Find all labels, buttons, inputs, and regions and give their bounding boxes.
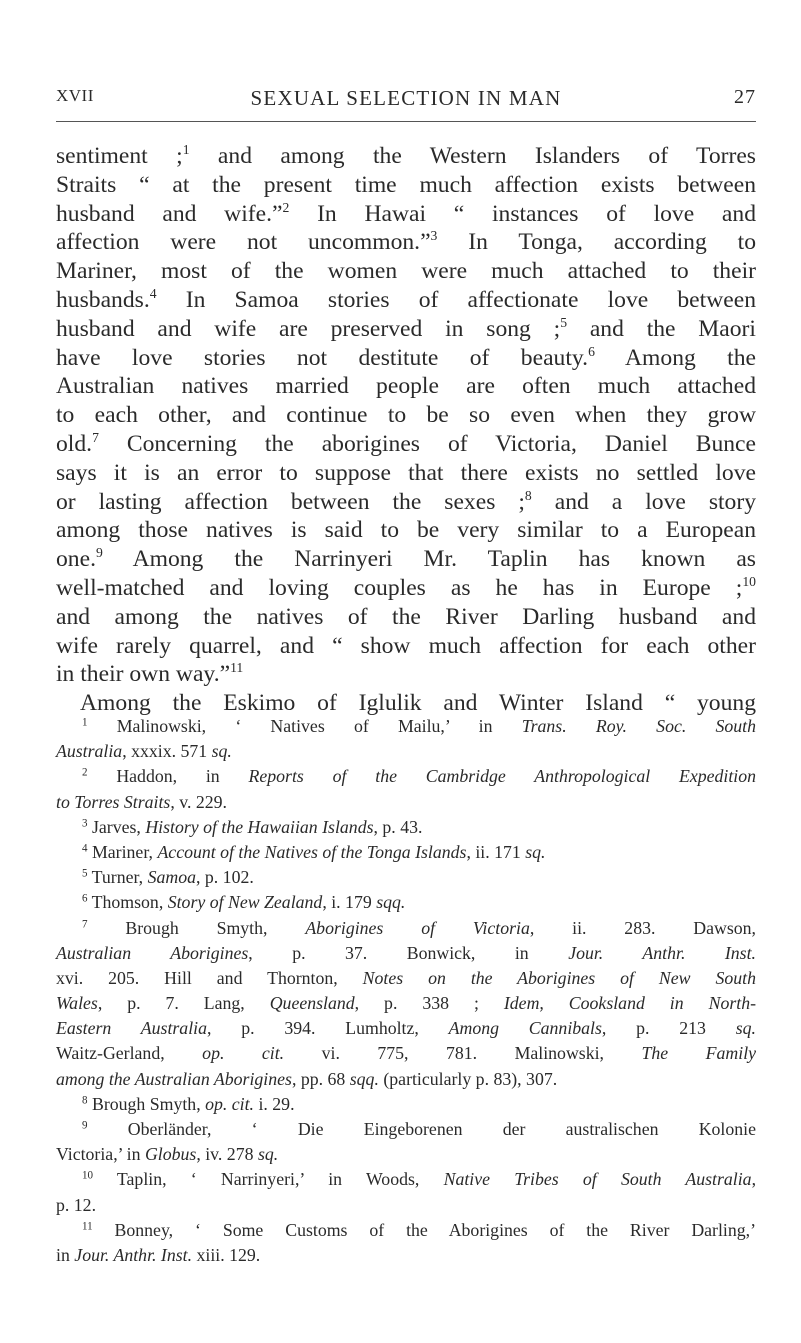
footnote-9-cont: Victoria,’ in Globus, iv. 278 sq. — [56, 1144, 279, 1165]
chapter-number: XVII — [56, 86, 94, 105]
footnote-ref: 11 — [230, 660, 244, 676]
text-line: have love stories not destitute of beauty.$^6$ Among the — [56, 343, 756, 371]
footnote-ref: 4 — [149, 286, 157, 302]
running-title: SEXUAL SELECTION IN MAN — [250, 86, 562, 110]
text-line: sentiment ;$^1$ and among the Western Islanders of Torres — [56, 142, 756, 169]
text-line: well-matched and loving couples as he has in Europe ;$^{10}$ — [56, 574, 756, 601]
footnote-ref: 1 — [182, 142, 190, 158]
footnote-11-cont: in Jour. Anthr. Inst. xiii. 129. — [56, 1244, 261, 1265]
main-text — [56, 142, 756, 718]
footnote-9: $^9$ Oberländer, ‘ Die Eingeborenen der australischen Kolonie — [82, 1119, 756, 1139]
footnote-5: $^5$ Turner, Samoa, p. 102. — [82, 867, 254, 888]
footnote-7: $^7$ Brough Smyth, Aborigines of Victoria, ii. 283. Dawson, — [82, 917, 756, 938]
text-line: wife rarely quarrel, and “ show much affection for each other — [56, 632, 756, 659]
footnote-1-cont: Australia, xxxix. 571 sq. — [56, 741, 232, 762]
header-rule — [56, 121, 756, 122]
footnote-7-cont: Wales, p. 7. Lang, Queensland, p. 338 ; Idem, Cooksland in North- — [56, 993, 757, 1014]
text-line: old.$^7$ Concerning the aborigines of Victoria, Daniel Bunce — [56, 430, 756, 457]
footnote-3: $^3$ Jarves, History of the Hawaiian Islands, p. 43. — [82, 816, 423, 837]
text-line: husband and wife.”$^2$ In Hawai “ instances of love and — [56, 199, 757, 227]
footnote-10-cont: p. 12. — [56, 1194, 97, 1215]
footnote-ref: 8 — [524, 487, 532, 503]
footnote-ref: 5 — [560, 314, 568, 330]
footnote-7-cont: among the Australian Aborigines, pp. 68 sqq. (particularly p. 83), 307. — [56, 1068, 558, 1089]
footnote-2: $^2$ Haddon, in Reports of the Cambridge Anthropological Expedition — [82, 766, 757, 787]
footnote-11: $^{11}$ Bonney, ‘ Some Customs of the Aborigines of the River Darling,’ — [82, 1219, 757, 1240]
text-line: husband and wife are preserved in song ;$^5$ and the Maori — [56, 314, 756, 342]
footnote-ref: 10 — [742, 574, 756, 590]
text-line: Among the Eskimo of Iglulik and Winter Island “ young — [80, 690, 756, 717]
footnote-ref: 2 — [282, 199, 290, 215]
footnote-7-cont: Eastern Australia, p. 394. Lumholtz, Among Cannibals, p. 213 sq. — [56, 1018, 756, 1039]
text-line: Australian natives married people are often much attached — [56, 373, 756, 400]
footnote-7-cont: Waitz-Gerland, op. cit. vi. 775, 781. Malinowski, The Family — [56, 1043, 757, 1064]
footnote-1: $^1$ Malinowski, ‘ Natives of Mailu,’ in Trans. Roy. Soc. South — [82, 716, 756, 736]
footnote-8: $^8$ Brough Smyth, op. cit. i. 29. — [82, 1093, 295, 1114]
text-line: to each other, and continue to be so even when they grow — [56, 402, 756, 429]
footnote-7-cont: Australian Aborigines, p. 37. Bonwick, in Jour. Anthr. Inst. — [56, 942, 756, 963]
footnote-4: $^4$ Mariner, Account of the Natives of the Tonga Islands, ii. 171 sq. — [82, 841, 546, 862]
text-line: says it is an error to suppose that there exists no settled love — [56, 459, 756, 486]
footnote-7-cont: xvi. 205. Hill and Thornton, Notes on the Aborigines of New South — [56, 967, 756, 988]
text-line: among those natives is said to be very similar to a European — [56, 517, 756, 544]
text-line: husbands.$^4$ In Samoa stories of affectionate love between — [56, 286, 756, 313]
footnote-ref: 3 — [430, 228, 438, 244]
footnote-ref: 9 — [95, 545, 103, 561]
footnote-10: $^{10}$ Taplin, ‘ Narrinyeri,’ in Woods, Native Tribes of South Australia, — [82, 1169, 757, 1190]
footnote-ref: 7 — [92, 430, 99, 446]
text-line: Straits “ at the present time much affection exists between — [56, 171, 756, 198]
footnote-6: $^6$ Thomson, Story of New Zealand, i. 179 sqq. — [82, 892, 406, 913]
text-line: affection were not uncommon.”$^3$ In Tonga, according to — [56, 228, 756, 256]
footnotes — [56, 714, 756, 1268]
text-line: or lasting affection between the sexes ;$^8$ and a love story — [56, 487, 757, 515]
text-line: in their own way.”$^{11}$ — [56, 660, 244, 688]
running-header — [56, 86, 756, 116]
text-line: Mariner, most of the women were much attached to their — [56, 258, 756, 285]
footnote-ref: 6 — [588, 343, 595, 359]
text-line: and among the natives of the River Darling husband and — [56, 603, 756, 630]
footnote-2-cont: to Torres Straits, v. 229. — [56, 791, 227, 812]
page-number: 27 — [734, 86, 756, 108]
text-line: one.$^9$ Among the Narrinyeri Mr. Taplin has known as — [56, 545, 756, 573]
